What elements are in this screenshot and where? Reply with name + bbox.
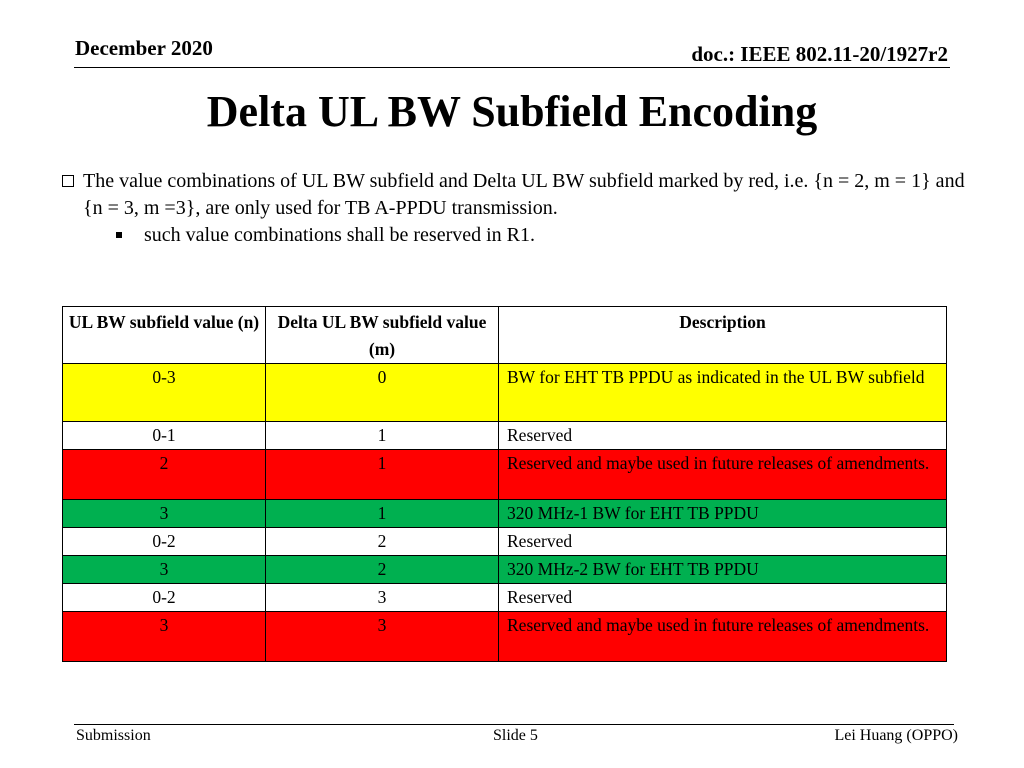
cell-m: 2 bbox=[266, 528, 499, 556]
cell-description: Reserved bbox=[499, 584, 947, 612]
table-row bbox=[63, 500, 947, 528]
header-description: Description bbox=[499, 307, 947, 364]
header-divider bbox=[74, 67, 950, 68]
table-header-row bbox=[63, 307, 947, 364]
cell-n: 3 bbox=[63, 556, 266, 584]
cell-m: 1 bbox=[266, 450, 499, 500]
header-doc-id: doc.: IEEE 802.11-20/1927r2 bbox=[691, 42, 948, 66]
table-row bbox=[63, 612, 947, 662]
bullet-list bbox=[62, 168, 967, 249]
square-bullet-icon bbox=[116, 232, 122, 238]
table-row bbox=[63, 450, 947, 500]
cell-n: 0-1 bbox=[63, 422, 266, 450]
cell-description: 320 MHz-2 BW for EHT TB PPDU bbox=[499, 556, 947, 584]
cell-n: 0-2 bbox=[63, 528, 266, 556]
cell-n: 3 bbox=[63, 612, 266, 662]
cell-description: Reserved bbox=[499, 422, 947, 450]
cell-m: 1 bbox=[266, 422, 499, 450]
cell-description: Reserved and maybe used in future releases of amendments. bbox=[499, 612, 947, 662]
bullet-item-sub bbox=[62, 222, 967, 249]
cell-m: 0 bbox=[266, 364, 499, 422]
footer-author: Lei Huang (OPPO) bbox=[834, 727, 958, 744]
table-row bbox=[63, 556, 947, 584]
header-ul-bw: UL BW subfield value (n) bbox=[63, 307, 266, 364]
cell-m: 1 bbox=[266, 500, 499, 528]
cell-description: Reserved and maybe used in future releases of amendments. bbox=[499, 450, 947, 500]
cell-m: 2 bbox=[266, 556, 499, 584]
table-row bbox=[63, 422, 947, 450]
slide-title: Delta UL BW Subfield Encoding bbox=[206, 87, 818, 136]
cell-description: BW for EHT TB PPDU as indicated in the UL BW subfield bbox=[499, 364, 947, 422]
cell-n: 0-2 bbox=[63, 584, 266, 612]
cell-description: Reserved bbox=[499, 528, 947, 556]
bullet-sub-text: such value combinations shall be reserved in R1. bbox=[144, 224, 536, 246]
footer-slide-number: Slide 5 bbox=[493, 727, 538, 744]
table-body bbox=[63, 364, 947, 662]
table-row bbox=[63, 584, 947, 612]
bullet-main-text: The value combinations of UL BW subfield and Delta UL BW subfield marked by red, i.e. {n = 2, m = 1} and {n = 3, m =3}, are only used for TB A-PPDU transmission. bbox=[83, 170, 965, 219]
cell-m: 3 bbox=[266, 612, 499, 662]
header-delta-ul-bw: Delta UL BW subfield value (m) bbox=[266, 307, 499, 364]
cell-n: 0-3 bbox=[63, 364, 266, 422]
footer-divider bbox=[74, 724, 954, 725]
header-date: December 2020 bbox=[75, 36, 213, 60]
cell-n: 3 bbox=[63, 500, 266, 528]
encoding-table bbox=[62, 306, 947, 662]
cell-n: 2 bbox=[63, 450, 266, 500]
checkbox-bullet-icon bbox=[62, 175, 74, 187]
cell-m: 3 bbox=[266, 584, 499, 612]
cell-description: 320 MHz-1 BW for EHT TB PPDU bbox=[499, 500, 947, 528]
table-row bbox=[63, 364, 947, 422]
bullet-item-main bbox=[62, 168, 967, 222]
footer-submission: Submission bbox=[76, 727, 151, 744]
table-row bbox=[63, 528, 947, 556]
